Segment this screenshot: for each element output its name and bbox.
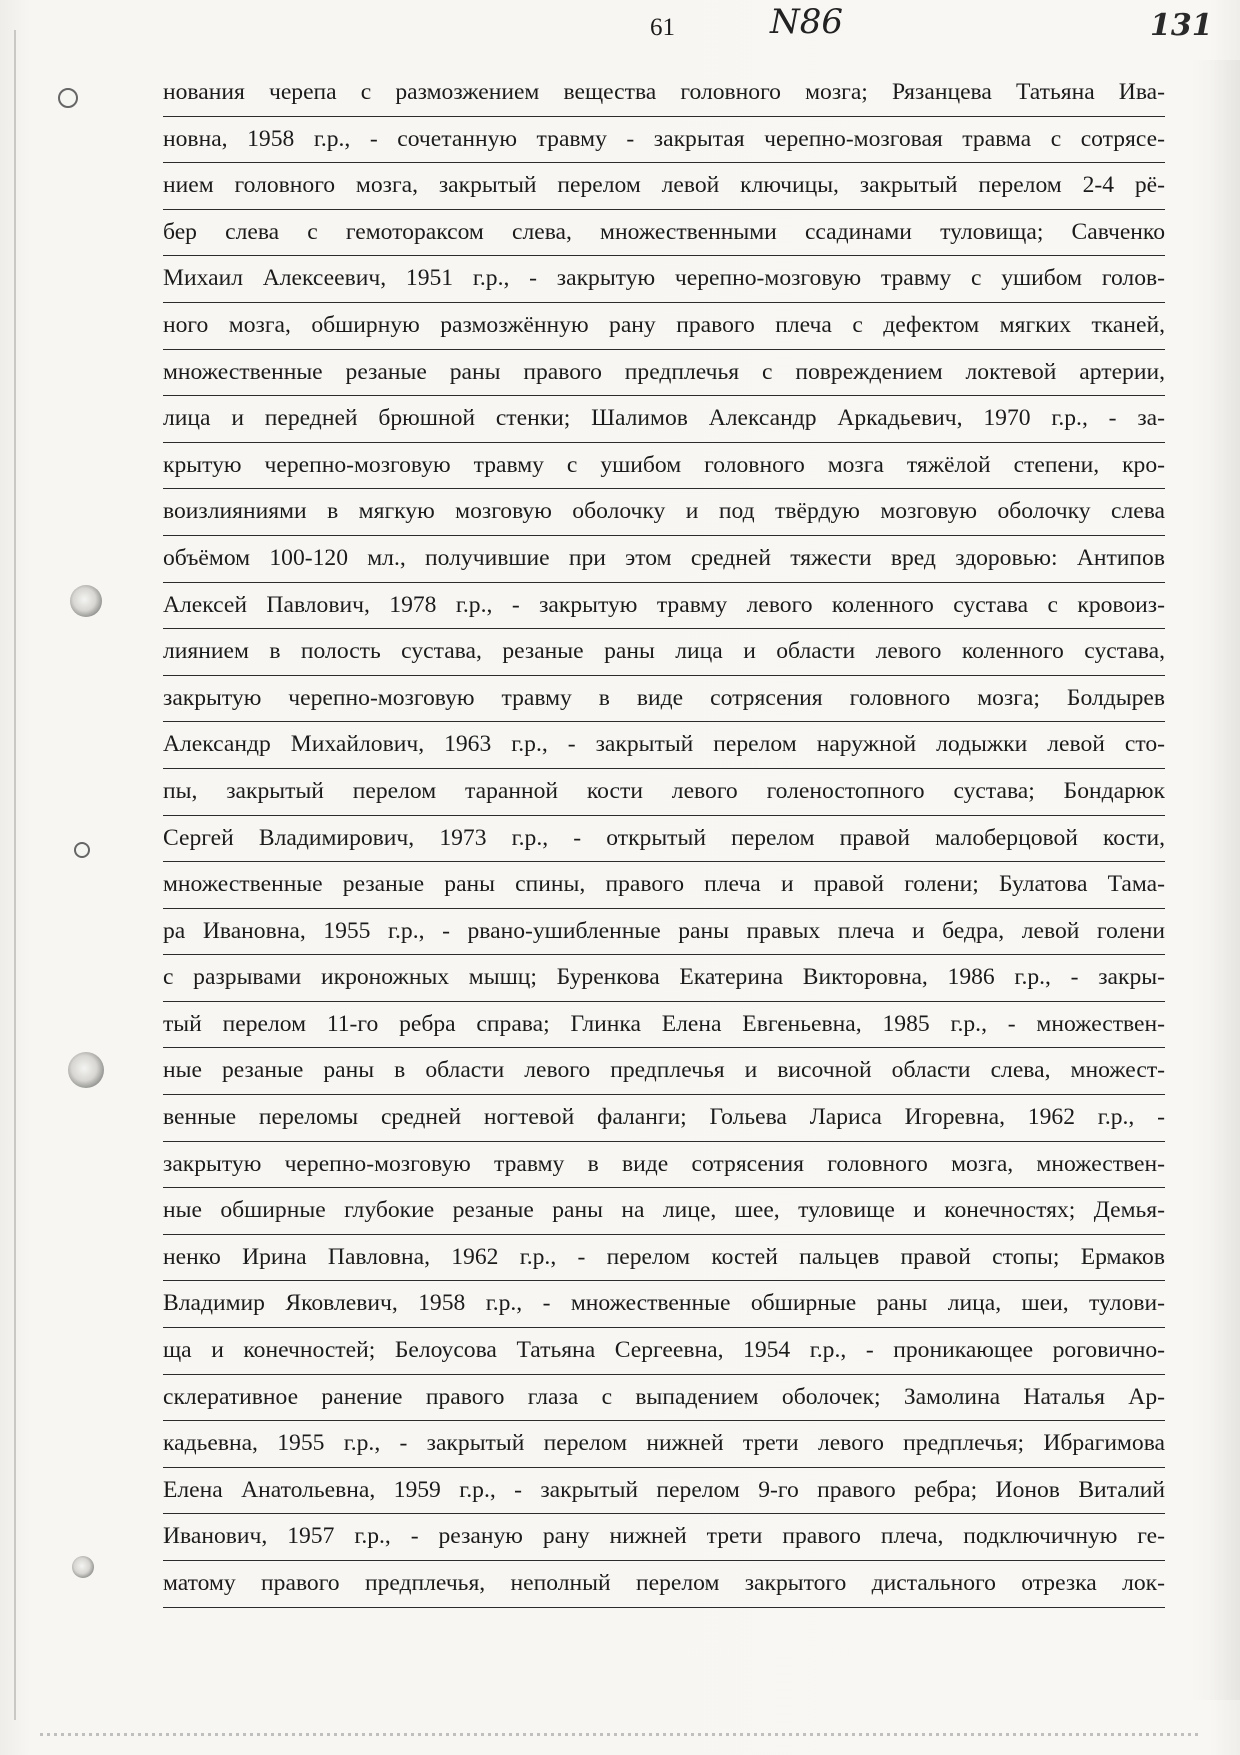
text-line: закрытую черепно-мозговую травму в виде сотрясения головного мозга, множествен- xyxy=(163,1142,1165,1189)
text-line: ща и конечностей; Белоусова Татьяна Сергеевна, 1954 г.р., - проникающее роговично- xyxy=(163,1328,1165,1375)
punch-hole xyxy=(58,88,78,108)
text-line: пы, закрытый перелом таранной кости левого голеностопного сустава; Бондарюк xyxy=(163,769,1165,816)
text-line: венные переломы средней ногтевой фаланги; Гольева Лариса Игоревна, 1962 г.р., - xyxy=(163,1095,1165,1142)
text-line: Владимир Яковлевич, 1958 г.р., - множественные обширные раны лица, шеи, тулови- xyxy=(163,1281,1165,1328)
text-line: кадьевна, 1955 г.р., - закрытый перелом нижней трети левого предплечья; Ибрагимова xyxy=(163,1421,1165,1468)
punch-hole xyxy=(70,585,102,617)
page-edge-shadow xyxy=(1190,60,1240,1700)
text-line: крытую черепно-мозговую травму с ушибом головного мозга тяжёлой степени, кро- xyxy=(163,443,1165,490)
text-line: бер слева с гемотораксом слева, множественными ссадинами туловища; Савченко xyxy=(163,210,1165,257)
text-line: матому правого предплечья, неполный перелом закрытого дистального отрезка лок- xyxy=(163,1561,1165,1608)
text-line: Алексей Павлович, 1978 г.р., - закрытую травму левого коленного сустава с кровоиз- xyxy=(163,583,1165,630)
text-line: Михаил Алексеевич, 1951 г.р., - закрытую черепно-мозговую травму с ушибом голов- xyxy=(163,256,1165,303)
text-line: Сергей Владимирович, 1973 г.р., - открытый перелом правой малоберцовой кости, xyxy=(163,816,1165,863)
text-line: склеративное ранение правого глаза с выпадением оболочек; Замолина Наталья Ар- xyxy=(163,1375,1165,1422)
text-line: объёмом 100-120 мл., получившие при этом средней тяжести вред здоровью: Антипов xyxy=(163,536,1165,583)
text-line: ные обширные глубокие резаные раны на лице, шее, туловище и конечностях; Демья- xyxy=(163,1188,1165,1235)
text-line: Александр Михайлович, 1963 г.р., - закрытый перелом наружной лодыжки левой сто- xyxy=(163,722,1165,769)
handwritten-document-number: N86 xyxy=(770,2,844,42)
text-line: лица и передней брюшной стенки; Шалимов Александр Аркадьевич, 1970 г.р., - за- xyxy=(163,396,1165,443)
scan-artifact xyxy=(40,1733,1200,1736)
text-line: Иванович, 1957 г.р., - резаную рану нижней трети правого плеча, подключичную ге- xyxy=(163,1514,1165,1561)
text-line: Елена Анатольевна, 1959 г.р., - закрытый перелом 9-го правого ребра; Ионов Виталий xyxy=(163,1468,1165,1515)
punch-hole xyxy=(68,1052,104,1088)
text-line: закрытую черепно-мозговую травму в виде сотрясения головного мозга; Болдырев xyxy=(163,676,1165,723)
text-line: тый перелом 11-го ребра справа; Глинка Елена Евгеньевна, 1985 г.р., - множествен- xyxy=(163,1002,1165,1049)
punch-hole xyxy=(74,842,90,858)
text-line: множественные резаные раны спины, правого плеча и правой голени; Булатова Тама- xyxy=(163,862,1165,909)
sheet-number: 131 xyxy=(1150,8,1213,43)
text-line: нования черепа с размозжением вещества головного мозга; Рязанцева Татьяна Ива- xyxy=(163,70,1165,117)
text-line: новна, 1958 г.р., - сочетанную травму - закрытая черепно-мозговая травма с сотрясе- xyxy=(163,117,1165,164)
text-line: лиянием в полость сустава, резаные раны лица и области левого коленного сустава, xyxy=(163,629,1165,676)
text-line: воизлияниями в мягкую мозговую оболочку и под твёрдую мозговую оболочку слева xyxy=(163,489,1165,536)
paragraph xyxy=(163,70,1165,1608)
text-line: нием головного мозга, закрытый перелом левой ключицы, закрытый перелом 2-4 рё- xyxy=(163,163,1165,210)
text-line: ненко Ирина Павловна, 1962 г.р., - перелом костей пальцев правой стопы; Ермаков xyxy=(163,1235,1165,1282)
page-number: 61 xyxy=(650,14,675,41)
binding-edge xyxy=(14,30,16,1720)
punch-hole xyxy=(72,1556,94,1578)
text-line: множественные резаные раны правого предплечья с повреждением локтевой артерии, xyxy=(163,350,1165,397)
text-line: с разрывами икроножных мышц; Буренкова Екатерина Викторовна, 1986 г.р., - закры- xyxy=(163,955,1165,1002)
text-line: ные резаные раны в области левого предплечья и височной области слева, множест- xyxy=(163,1048,1165,1095)
text-line: ного мозга, обширную размозжённую рану правого плеча с дефектом мягких тканей, xyxy=(163,303,1165,350)
text-line: ра Ивановна, 1955 г.р., - рвано-ушибленные раны правых плеча и бедра, левой голени xyxy=(163,909,1165,956)
